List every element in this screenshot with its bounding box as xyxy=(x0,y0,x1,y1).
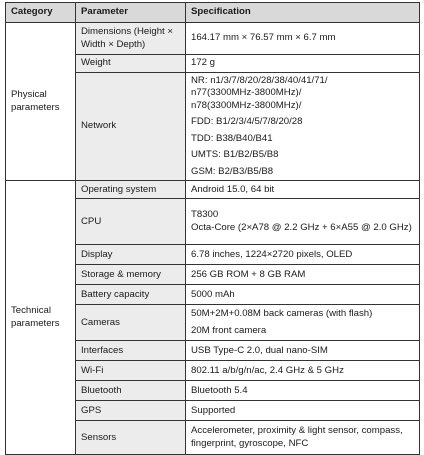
network-nr-line1: NR: n1/3/7/8/20/28/38/40/41/71/ xyxy=(191,75,328,86)
param-storage: Storage & memory xyxy=(76,265,186,285)
spec-storage: 256 GB ROM + 8 GB RAM xyxy=(186,265,420,285)
param-cpu: CPU xyxy=(76,199,186,245)
network-fdd: FDD: B1/2/3/4/5/7/8/20/28 xyxy=(191,116,303,128)
spec-interfaces: USB Type-C 2.0, dual nano-SIM xyxy=(186,341,420,361)
cameras-back: 50M+2M+0.08M back cameras (with flash) xyxy=(191,308,373,320)
spec-gps: Supported xyxy=(186,401,420,421)
spec-network xyxy=(186,73,420,181)
spec-weight: 172 g xyxy=(186,55,420,73)
header-specification: Specification xyxy=(186,3,420,23)
param-battery: Battery capacity xyxy=(76,285,186,305)
category-technical: Technical parameters xyxy=(6,181,76,455)
cpu-cores: Octa-Core (2×A78 @ 2.2 GHz + 6×A55 @ 2.0 GHz) xyxy=(191,221,412,233)
param-os: Operating system xyxy=(76,181,186,199)
spec-sensors: Accelerometer, proximity & light sensor, compass, fingerprint, gyroscope, NFC xyxy=(186,421,420,455)
param-gps: GPS xyxy=(76,401,186,421)
network-umts: UMTS: B1/B2/B5/B8 xyxy=(191,149,279,161)
network-tdd: TDD: B38/B40/B41 xyxy=(191,132,273,144)
header-category: Category xyxy=(6,3,76,23)
param-weight: Weight xyxy=(76,55,186,73)
cpu-model: T8300 xyxy=(191,209,219,221)
network-nr-line2: n77(3300MHz-3800MHz)/ xyxy=(191,87,302,99)
spec-display: 6.78 inches, 1224×2720 pixels, OLED xyxy=(186,245,420,265)
header-parameter: Parameter xyxy=(76,3,186,23)
table-row xyxy=(6,23,420,55)
spec-dimensions: 164.17 mm × 76.57 mm × 6.7 mm xyxy=(186,23,420,55)
param-sensors: Sensors xyxy=(76,421,186,455)
spec-wifi: 802.11 a/b/g/n/ac, 2.4 GHz & 5 GHz xyxy=(186,361,420,381)
category-physical: Physical parameters xyxy=(6,23,76,181)
header-row xyxy=(6,3,420,23)
spec-cpu xyxy=(186,199,420,245)
table-row xyxy=(6,181,420,199)
param-cameras: Cameras xyxy=(76,305,186,341)
param-display: Display xyxy=(76,245,186,265)
spec-battery: 5000 mAh xyxy=(186,285,420,305)
param-dimensions: Dimensions (Height × Width × Depth) xyxy=(76,23,186,55)
spec-os: Android 15.0, 64 bit xyxy=(186,181,420,199)
network-nr-line3: n78(3300MHz-3800MHz)/ xyxy=(191,99,302,111)
cameras-front: 20M front camera xyxy=(191,324,267,336)
spec-bluetooth: Bluetooth 5.4 xyxy=(186,381,420,401)
param-bluetooth: Bluetooth xyxy=(76,381,186,401)
param-network: Network xyxy=(76,73,186,181)
network-gsm: GSM: B2/B3/B5/B8 xyxy=(191,165,274,177)
spec-cameras xyxy=(186,305,420,341)
spec-table xyxy=(5,2,420,455)
param-interfaces: Interfaces xyxy=(76,341,186,361)
param-wifi: Wi-Fi xyxy=(76,361,186,381)
